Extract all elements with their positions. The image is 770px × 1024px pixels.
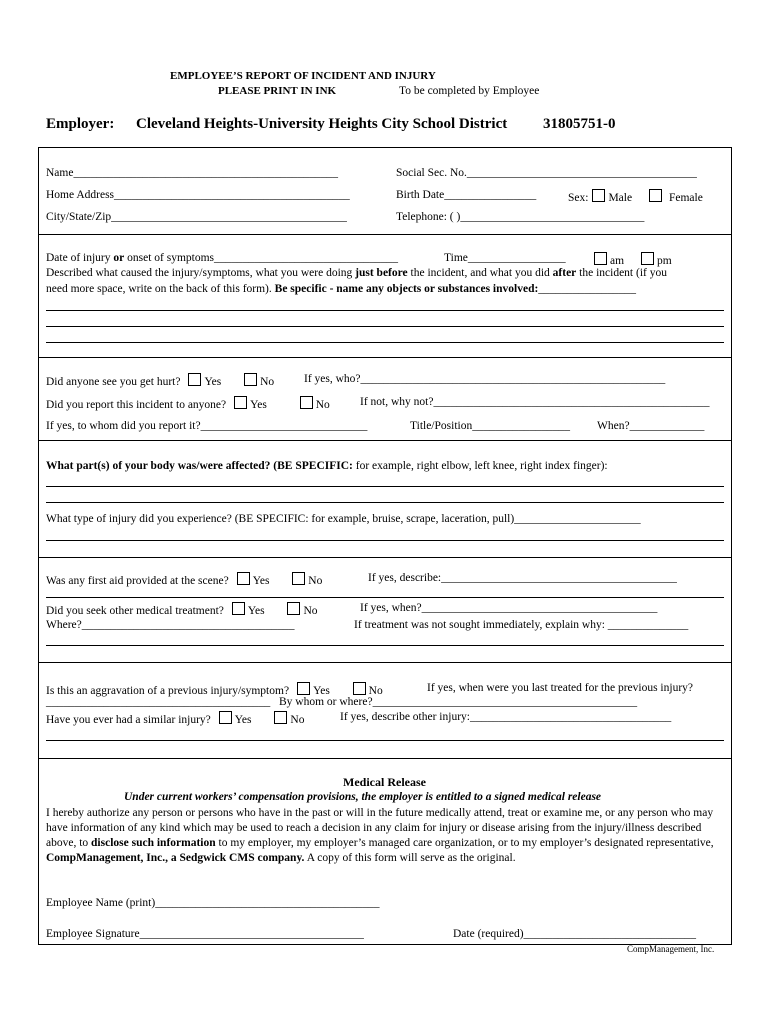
aggravation-yes-checkbox[interactable] (297, 682, 310, 695)
report-no-checkbox[interactable] (300, 396, 313, 409)
incident-specific-blank[interactable]: _________________ (538, 283, 637, 295)
male-checkbox[interactable] (592, 189, 605, 202)
report-yes-checkbox[interactable] (234, 396, 247, 409)
sex-field (568, 189, 703, 204)
witness-who-field[interactable]: If yes, who?_____________________________________________________ (304, 373, 666, 385)
employer-name: Cleveland Heights-University Heights City School District (136, 116, 508, 132)
form-title: EMPLOYEE’S REPORT OF INCIDENT AND INJURY (170, 70, 436, 82)
time-field[interactable]: Time_________________ (444, 252, 566, 264)
telephone-field[interactable]: Telephone: ( )________________________________ (396, 211, 645, 223)
sex-label: Sex: (568, 192, 589, 204)
body-parts-line-2[interactable] (46, 502, 724, 503)
first-aid-describe-field[interactable]: If yes, describe:_________________________________________ (368, 572, 677, 584)
not-sought-line[interactable] (46, 645, 724, 646)
employee-signature-field[interactable]: Employee Signature_______________________________________ (46, 928, 364, 940)
first-aid-yes-checkbox[interactable] (237, 572, 250, 585)
footer-company: CompManagement, Inc. (627, 944, 715, 954)
injury-type-line[interactable] (46, 540, 724, 541)
reported-to-field[interactable]: If yes, to whom did you report it?_____________________________ (46, 420, 368, 432)
medical-release-subtitle: Under current workers’ compensation provisions, the employer is entitled to a signed medical release (124, 791, 602, 803)
print-note: PLEASE PRINT IN INK (218, 85, 337, 97)
aggravation-no-checkbox[interactable] (353, 682, 366, 695)
by-whom-field[interactable]: By whom or where?______________________________________________ (279, 696, 638, 708)
date-of-injury-field[interactable]: Date of injury or onset of symptoms________________________________ (46, 252, 399, 264)
similar-injury-question: Have you ever had a similar injury? Yes No (46, 711, 304, 726)
incident-specific-instructions: need more space, write on the back of this form). Be specific - name any objects or substances involved:_________________ (46, 283, 637, 295)
last-treated-field[interactable]: _______________________________________ (46, 696, 271, 708)
witness-yes-checkbox[interactable] (188, 373, 201, 386)
male-label: Male (608, 192, 633, 204)
employer-number: 31805751-0 (543, 116, 616, 132)
medical-release-title: Medical Release (343, 775, 426, 789)
witness-no-checkbox[interactable] (244, 373, 257, 386)
incident-line-2[interactable] (46, 326, 724, 327)
report-question: Did you report this incident to anyone? Yes No (46, 396, 330, 411)
body-parts-question: What part(s) of your body was/were affected? (BE SPECIFIC: for example, right elbow, left knee, right index finger): (46, 460, 608, 472)
employer-label: Employer: (46, 116, 115, 132)
pm-label: pm (656, 255, 672, 267)
name-field[interactable]: Name______________________________________________ (46, 167, 338, 179)
other-treatment-yes-checkbox[interactable] (232, 602, 245, 615)
body-parts-line-1[interactable] (46, 486, 724, 487)
first-aid-line[interactable] (46, 597, 724, 598)
similar-no-checkbox[interactable] (274, 711, 287, 724)
first-aid-no-checkbox[interactable] (292, 572, 305, 585)
injury-type-field[interactable]: What type of injury did you experience? (BE SPECIFIC: for example, bruise, scrape, laceration, pull)______________________ (46, 513, 641, 525)
am-checkbox[interactable] (594, 252, 607, 265)
employee-name-print-field[interactable]: Employee Name (print)_______________________________________ (46, 897, 380, 909)
female-checkbox[interactable] (649, 189, 662, 202)
release-date-field[interactable]: Date (required)______________________________ (453, 928, 697, 940)
home-address-field[interactable]: Home Address_________________________________________ (46, 189, 350, 201)
birth-date-field[interactable]: Birth Date________________ (396, 189, 537, 201)
not-sought-field[interactable]: If treatment was not sought immediately, explain why: ______________ (354, 619, 689, 631)
am-label: am (610, 255, 625, 267)
female-label: Female (668, 192, 703, 204)
ssn-field[interactable]: Social Sec. No.________________________________________ (396, 167, 697, 179)
treatment-when-field[interactable]: If yes, when?_________________________________________ (360, 602, 658, 614)
title-position-field[interactable]: Title/Position_________________ (410, 420, 570, 432)
completed-by-note: To be completed by Employee (399, 85, 540, 97)
incident-line-3[interactable] (46, 342, 724, 343)
similar-yes-checkbox[interactable] (219, 711, 232, 724)
incident-description-instructions: Described what caused the injury/symptoms, what you were doing just before the incident, and what you did after the incident (if you (46, 267, 667, 279)
describe-other-injury-field[interactable]: If yes, describe other injury:___________________________________ (340, 711, 672, 723)
medical-release-text: I hereby authorize any person or persons who have in the past or will in the future medically attend, treat or examine me, or any person who may have information of any kind which may be used to reach a decision in any claim for injury or disease arising from the injury/illness described above, to disclose such information to my employer, my employer’s managed care organization, or to my employer’s designated representative, CompManagement, Inc., a Sedgwick CMS company. A copy of this form will serve as the original. (46, 807, 714, 864)
incident-line-1[interactable] (46, 310, 724, 311)
treatment-where-field[interactable]: Where?_____________________________________ (46, 619, 295, 631)
why-not-field[interactable]: If not, why not?________________________________________________ (360, 396, 710, 408)
when-reported-field[interactable]: When?_____________ (597, 420, 705, 432)
pm-checkbox[interactable] (641, 252, 654, 265)
other-treatment-question: Did you seek other medical treatment? Yes No (46, 602, 318, 617)
last-treated-label: If yes, when were you last treated for the previous injury? (427, 682, 694, 694)
city-state-zip-field[interactable]: City/State/Zip_________________________________________ (46, 211, 347, 223)
aggravation-question: Is this an aggravation of a previous injury/symptom? Yes No (46, 682, 383, 697)
other-treatment-no-checkbox[interactable] (287, 602, 300, 615)
other-injury-line[interactable] (46, 740, 724, 741)
am-pm-options (590, 252, 672, 267)
first-aid-question: Was any first aid provided at the scene? Yes No (46, 572, 322, 587)
witness-question: Did anyone see you get hurt? Yes No (46, 373, 274, 388)
